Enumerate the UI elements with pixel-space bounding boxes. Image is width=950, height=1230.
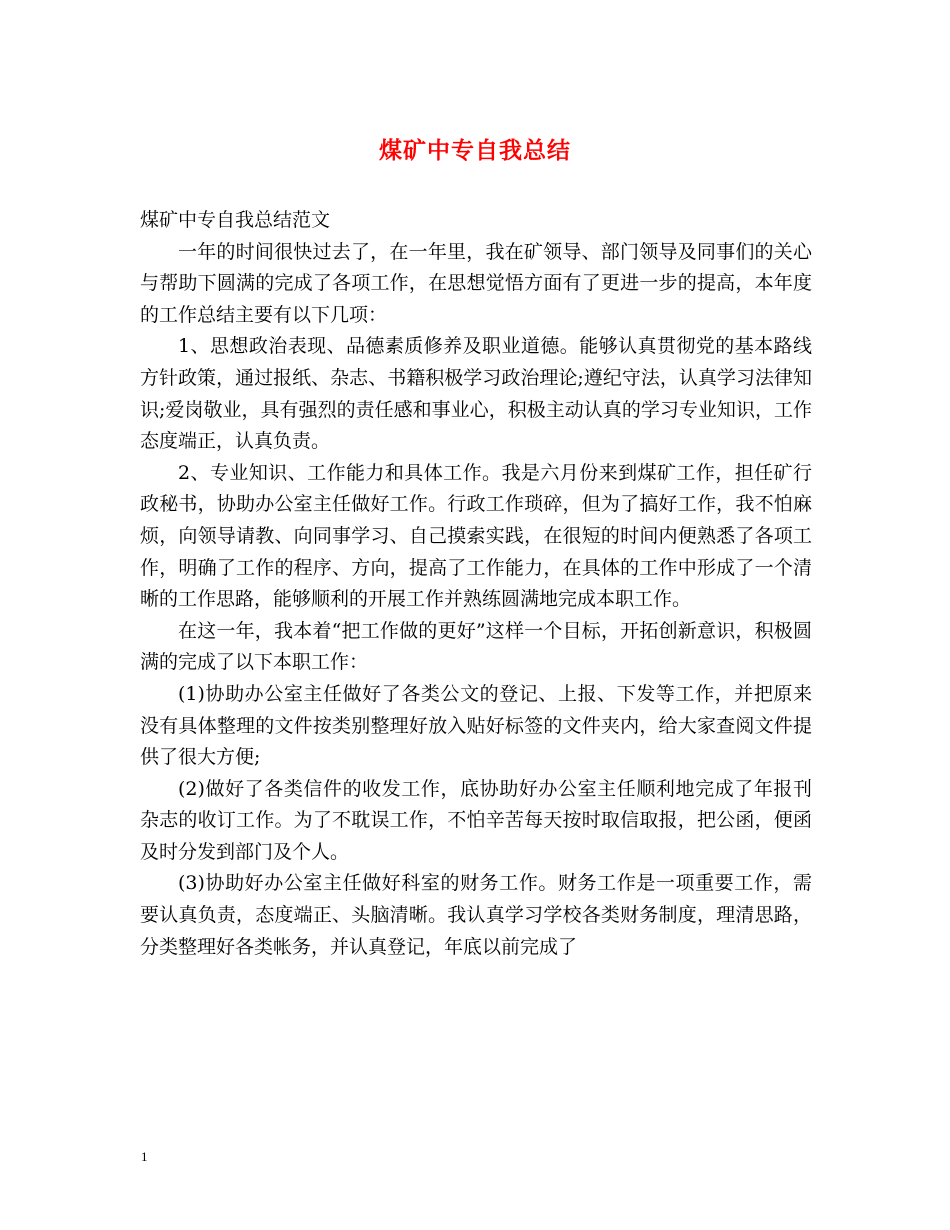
paragraph: (1)协助办公室主任做好了各类公文的登记、上报、下发等工作，并把原来没有具体整理的文件按类别整理好放入贴好标签的文件夹内，给大家查阅文件提供了很大方便;	[140, 682, 812, 769]
paragraph: (2)做好了各类信件的收发工作，底协助好办公室主任顺利地完成了年报刊杂志的收订工作。为了不耽误工作，不怕辛苦每天按时取信取报，把公函，便函及时分发到部门及个人。	[140, 777, 812, 863]
page-number: 1	[141, 1149, 148, 1164]
document-body	[140, 205, 812, 963]
paragraph: 2、专业知识、工作能力和具体工作。我是六月份来到煤矿工作，担任矿行政秘书，协助办公室主任做好工作。行政工作琐碎，但为了搞好工作，我不怕麻烦，向领导请教、向同事学习、自己摸索实践，在很短的时间内便熟悉了各项工作，明确了工作的程序、方向，提高了工作能力，在具体的工作中形成了一个清晰的工作思路，能够顺利的开展工作并熟练圆满地完成本职工作。	[140, 461, 812, 611]
page-title: 煤矿中专自我总结	[379, 137, 571, 164]
paragraph: 一年的时间很快过去了，在一年里，我在矿领导、部门领导及同事们的关心与帮助下圆满的完成了各项工作，在思想觉悟方面有了更进一步的提高，本年度的工作总结主要有以下几项：	[140, 240, 812, 326]
paragraph: (3)协助好办公室主任做好科室的财务工作。财务工作是一项重要工作，需要认真负责，态度端正、头脑清晰。我认真学习学校各类财务制度，理清思路，分类整理好各类帐务，并认真登记，年底以前完成了	[140, 872, 812, 958]
document-subtitle: 煤矿中专自我总结范文	[140, 209, 331, 231]
paragraph: 1、思想政治表现、品德素质修养及职业道德。能够认真贯彻党的基本路线方针政策，通过报纸、杂志、书籍积极学习政治理论;遵纪守法，认真学习法律知识;爱岗敬业，具有强烈的责任感和事业心，积极主动认真的学习专业知识，工作态度端正，认真负责。	[140, 335, 812, 453]
paragraph: 在这一年，我本着“把工作做的更好”这样一个目标，开拓创新意识，积极圆满的完成了以下本职工作：	[140, 619, 812, 674]
